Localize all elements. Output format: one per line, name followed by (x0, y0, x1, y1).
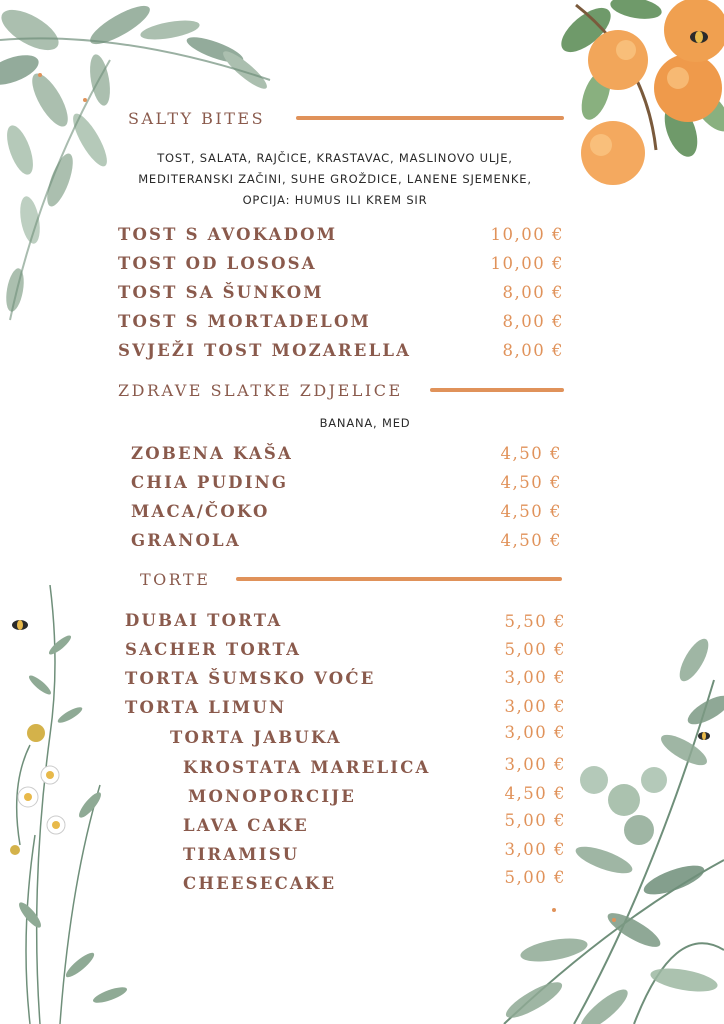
menu-item-name: DUBAI TORTA (125, 611, 283, 630)
section-title-healthy-bowls: ZDRAVE SLATKE ZDJELICE (118, 381, 403, 400)
menu-item-price: 3,00 € (504, 697, 566, 716)
menu-item-price: 3,00 € (504, 755, 566, 774)
menu-item-price: 3,00 € (504, 723, 566, 742)
section-divider (430, 388, 564, 392)
menu-item-name: TORTA ŠUMSKO VOĆE (125, 669, 376, 688)
menu-item-price: 4,50 € (500, 444, 562, 463)
menu-item-name: SACHER TORTA (125, 640, 302, 659)
menu-item-price: 4,50 € (504, 784, 566, 803)
menu-item-name: TORTA LIMUN (125, 698, 287, 717)
menu-item-price: 4,50 € (500, 473, 562, 492)
menu-item-price: 8,00 € (502, 341, 564, 360)
menu-item-name: TOST S AVOKADOM (118, 225, 338, 244)
menu-item-price: 10,00 € (490, 225, 564, 244)
description-line: OPCIJA: HUMUS ILI KREM SIR (242, 193, 428, 207)
section-description (100, 148, 570, 211)
menu-item-name: CHEESECAKE (183, 874, 337, 893)
menu-item-price: 10,00 € (490, 254, 564, 273)
menu-item-name: GRANOLA (131, 531, 241, 550)
menu-item-name: TORTA JABUKA (170, 728, 342, 747)
menu-item-price: 4,50 € (500, 531, 562, 550)
description-line: MEDITERANSKI ZAČINI, SUHE GROŽDICE, LANENE SJEMENKE, (138, 172, 532, 186)
menu-item-name: TOST OD LOSOSA (118, 254, 317, 273)
section-description: BANANA, MED (319, 416, 411, 430)
description-line: TOST, SALATA, RAJČICE, KRASTAVAC, MASLINOVO ULJE, (157, 151, 513, 165)
section-title-salty-bites: SALTY BITES (128, 109, 266, 128)
menu-item-price: 3,00 € (504, 840, 566, 859)
menu-item-name: ZOBENA KAŠA (131, 444, 293, 463)
menu-item-name: LAVA CAKE (183, 816, 309, 835)
menu-item-price: 5,00 € (504, 811, 566, 830)
menu-item-price: 5,50 € (504, 612, 566, 631)
section-divider (236, 577, 562, 581)
section-divider (296, 116, 564, 120)
menu-item-name: TOST SA ŠUNKOM (118, 283, 324, 302)
menu-item-price: 8,00 € (502, 312, 564, 331)
menu-item-name: SVJEŽI TOST MOZARELLA (118, 341, 412, 360)
menu-item-price: 5,00 € (504, 640, 566, 659)
menu-item-price: 5,00 € (504, 868, 566, 887)
menu-item-price: 3,00 € (504, 668, 566, 687)
menu-item-price: 4,50 € (500, 502, 562, 521)
menu-item-name: KROSTATA MARELICA (183, 758, 431, 777)
menu-item-price: 8,00 € (502, 283, 564, 302)
apricot-branch-illustration (556, 0, 724, 190)
section-title-cakes: TORTE (140, 570, 211, 589)
menu-item-name: CHIA PUDING (131, 473, 289, 492)
menu-item-name: TIRAMISU (183, 845, 300, 864)
menu-item-name: TOST S MORTADELOM (118, 312, 372, 331)
menu-item-name: MONOPORCIJE (188, 787, 357, 806)
bottom-left-wildflowers-illustration (0, 585, 140, 1024)
menu-item-name: MACA/ČOKO (131, 502, 270, 521)
